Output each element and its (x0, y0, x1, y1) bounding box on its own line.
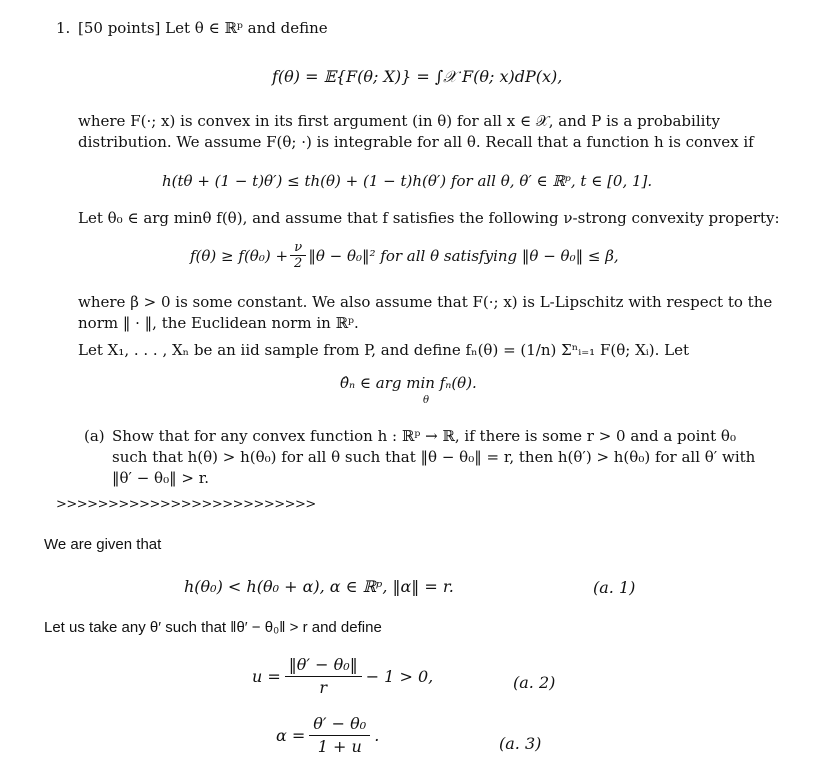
a2-rhs: − 1 > 0, (365, 667, 434, 686)
equation-label-a3: (a. 3) (499, 734, 542, 753)
a3-denominator: 1 + u (317, 737, 362, 756)
part-a-line-2: such that h(θ) > h(θ₀) for all θ such that ‖θ − θ₀‖ = r, then h(θ′) > h(θ₀) for all θ′ with (112, 448, 756, 466)
problem-number: 1. (56, 19, 71, 37)
equation-strong-convexity (190, 240, 619, 271)
a2-fraction (285, 654, 362, 699)
a3-rhs: . (374, 726, 380, 745)
argmin-subscript: θ (423, 395, 430, 406)
equation-label-a1: (a. 1) (593, 578, 636, 597)
theta-hat-text: θ̂ₙ ∈ arg min fₙ(θ). (340, 374, 477, 392)
a3-numerator: θ′ − θ₀ (309, 713, 370, 736)
fraction-numerator: ν (290, 240, 306, 256)
sample-line: Let X₁, . . . , Xₙ be an iid sample from P, and define fₙ(θ) = (1/n) Σⁿᵢ₌₁ F(θ; Xᵢ). Let (78, 341, 690, 359)
let-theta0-line: Let θ₀ ∈ arg minθ f(θ), and assume that f satisfies the following ν-strong convexity property: (78, 209, 780, 227)
answer-take-theta: Let us take any θ′ such that ‖θ′ − θ₀‖ > r and define (44, 619, 382, 636)
a2-denominator: r (319, 678, 328, 697)
where-line-2: distribution. We assume F(θ; ·) is integrable for all θ. Recall that a function h is convex if (78, 133, 754, 151)
equation-label-a2: (a. 2) (513, 673, 556, 692)
part-a-label: (a) (84, 427, 105, 445)
separator-arrows: >>>>>>>>>>>>>>>>>>>>>>>>> (56, 497, 316, 512)
equation-a1: h(θ₀) < h(θ₀ + α), α ∈ ℝᵖ, ‖α‖ = r. (184, 577, 454, 596)
nu-over-2-fraction (290, 240, 306, 271)
a2-lhs: u = (252, 667, 281, 686)
where-line-1: where F(·; x) is convex in its first argument (in θ) for all x ∈ 𝒳, and P is a probability (78, 112, 720, 130)
problem-intro: [50 points] Let θ ∈ ℝᵖ and define (78, 19, 328, 37)
a3-lhs: α = (276, 726, 306, 745)
equation-a3 (276, 713, 379, 758)
equation-f-definition: f(θ) = 𝔼{F(θ; X)} = ∫𝒳 F(θ; x)dP(x), (272, 67, 563, 86)
beta-line-1: where β > 0 is some constant. We also assume that F(·; x) is L-Lipschitz with respect to the (78, 293, 773, 311)
equation-convexity: h(tθ + (1 − t)θ′) ≤ th(θ) + (1 − t)h(θ′) for all θ, θ′ ∈ ℝᵖ, t ∈ [0, 1]. (162, 172, 653, 190)
equation-a2 (252, 654, 433, 699)
part-a-line-3: ‖θ′ − θ₀‖ > r. (112, 469, 209, 487)
strong-convexity-right: ‖θ − θ₀‖² for all θ satisfying ‖θ − θ₀‖ ≤ β, (308, 246, 619, 265)
beta-line-2: norm ‖ · ‖, the Euclidean norm in ℝᵖ. (78, 314, 359, 332)
answer-given: We are given that (44, 536, 162, 553)
part-a-line-1: Show that for any convex function h : ℝᵖ → ℝ, if there is some r > 0 and a point θ₀ (112, 427, 736, 445)
a3-fraction (309, 713, 370, 758)
a2-numerator: ‖θ′ − θ₀‖ (285, 654, 362, 677)
fraction-denominator: 2 (294, 256, 303, 271)
strong-convexity-left: f(θ) ≥ f(θ₀) + (190, 246, 289, 265)
equation-theta-hat (340, 372, 477, 406)
